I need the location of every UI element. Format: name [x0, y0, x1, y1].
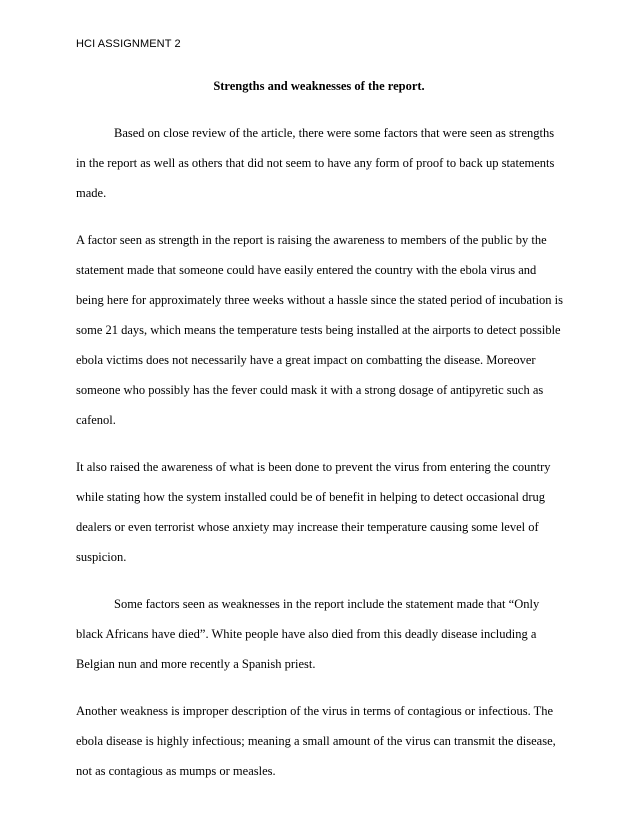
paragraph-weakness-description — [76, 696, 576, 786]
text-line: ebola victims does not necessarily have a great impact on combatting the disease. Moreover — [76, 353, 536, 367]
text-line: dealers or even terrorist whose anxiety may increase their temperature causing some level of — [76, 520, 539, 534]
text-line: black Africans have died”. White people have also died from this deadly disease including a — [76, 627, 537, 641]
text-line: in the report as well as others that did not seem to have any form of proof to back up statements — [76, 156, 555, 170]
paragraph-strength-awareness — [76, 225, 576, 435]
paragraph-weakness-statement — [76, 589, 576, 679]
text-line: someone who possibly has the fever could mask it with a strong dosage of antipyretic such as — [76, 383, 544, 397]
running-header: HCI ASSIGNMENT 2 — [76, 38, 181, 50]
text-line: Some factors seen as weaknesses in the report include the statement made that “Only — [114, 597, 540, 611]
text-line: It also raised the awareness of what is been done to prevent the virus from entering the country — [76, 460, 551, 474]
paragraph-intro — [76, 118, 576, 208]
text-line: made. — [76, 186, 107, 200]
text-line: suspicion. — [76, 550, 127, 564]
text-line: A factor seen as strength in the report is raising the awareness to members of the public by the — [76, 233, 547, 247]
text-line: Another weakness is improper description of the virus in terms of contagious or infectious. The — [76, 704, 554, 718]
text-line: Belgian nun and more recently a Spanish priest. — [76, 657, 316, 671]
text-line: statement made that someone could have easily entered the country with the ebola virus and — [76, 263, 537, 277]
text-line: Based on close review of the article, there were some factors that were seen as strengths — [114, 126, 555, 140]
text-line: being here for approximately three weeks without a hassle since the stated period of incubation is — [76, 293, 563, 307]
paragraph-strength-prevention — [76, 452, 576, 572]
text-line: not as contagious as mumps or measles. — [76, 764, 276, 778]
text-line: ebola disease is highly infectious; meaning a small amount of the virus can transmit the disease, — [76, 734, 556, 748]
document-body — [76, 118, 576, 803]
text-line: some 21 days, which means the temperature tests being installed at the airports to detect possible — [76, 323, 561, 337]
document-title: Strengths and weaknesses of the report. — [213, 79, 425, 93]
text-line: cafenol. — [76, 413, 116, 427]
text-line: while stating how the system installed could be of benefit in helping to detect occasional drug — [76, 490, 545, 504]
